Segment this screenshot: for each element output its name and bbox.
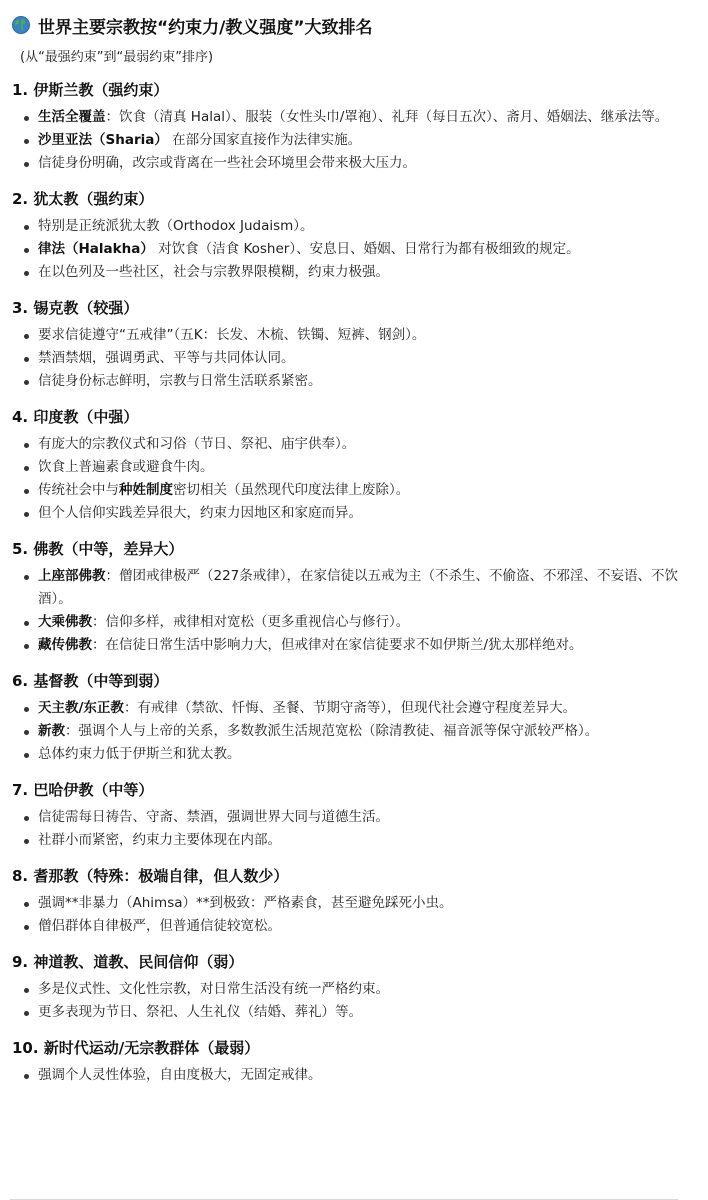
bullet-icon — [24, 816, 29, 821]
item-text: ：在信徒日常生活中影响力大，但戒律对在家信徒要求不如伊斯兰/犹太那样绝对。 — [92, 637, 583, 653]
list-item — [12, 152, 690, 175]
list-item — [12, 611, 690, 634]
list-item — [12, 743, 690, 766]
section-title: 8. 耆那教（特殊：极端自律，但人数少） — [12, 867, 289, 885]
item-term: 生活全覆盖 — [38, 109, 106, 125]
item-term: 沙里亚法（Sharia） — [38, 132, 168, 148]
item-text: 密切相关（虽然现代印度法律上废除）。 — [173, 482, 410, 498]
item-text-prefix: 传统社会中与 — [38, 482, 119, 498]
item-term: 大乘佛教 — [38, 614, 92, 630]
list-item — [12, 915, 690, 938]
list-item — [12, 347, 690, 370]
section-title: 7. 巴哈伊教（中等） — [12, 781, 154, 799]
section-8 — [12, 866, 690, 938]
item-text: 信徒身份标志鲜明，宗教与日常生活联系紧密。 — [38, 373, 322, 389]
list-item — [12, 238, 690, 261]
bullet-icon — [24, 925, 29, 930]
bullet-list — [12, 433, 690, 525]
item-text: 在以色列及一些社区，社会与宗教界限模糊，约束力极强。 — [38, 264, 389, 280]
list-item — [12, 978, 690, 1001]
item-text: 强调**非暴力（Ahimsa）**到极致：严格素食，甚至避免踩死小虫。 — [38, 895, 453, 911]
section-5 — [12, 539, 690, 657]
list-item — [12, 433, 690, 456]
item-text: 多是仪式性、文化性宗教，对日常生活没有统一严格约束。 — [38, 981, 389, 997]
page-subtitle: (从“最强约束”到“最弱约束”排序) — [20, 50, 214, 65]
item-text: ：信仰多样，戒律相对宽松（更多重视信心与修行）。 — [92, 614, 410, 630]
item-term: 藏传佛教 — [38, 637, 92, 653]
item-text: 有庞大的宗教仪式和习俗（节日、祭祀、庙宇供奉）。 — [38, 436, 356, 452]
item-text: 信徒需每日祷告、守斋、禁酒，强调世界大同与道德生活。 — [38, 809, 389, 825]
list-item — [12, 502, 690, 525]
list-item — [12, 215, 690, 238]
bullet-icon — [24, 116, 29, 121]
list-item — [12, 829, 690, 852]
bullet-icon — [24, 225, 29, 230]
section-title: 1. 伊斯兰教（强约束） — [12, 81, 169, 99]
item-text: 在部分国家直接作为法律实施。 — [167, 132, 362, 148]
bullet-list — [12, 565, 690, 657]
section-title: 2. 犹太教（强约束） — [12, 190, 154, 208]
bullet-list — [12, 892, 690, 938]
bullet-list — [12, 697, 690, 766]
section-title: 4. 印度教（中强） — [12, 408, 139, 426]
bullet-icon — [24, 575, 29, 580]
item-text: ：强调个人与上帝的关系，多数教派生活规范宽松（除清教徒、福音派等保守派较严格）。 — [65, 723, 599, 739]
list-item — [12, 479, 690, 502]
list-item — [12, 697, 690, 720]
section-title: 5. 佛教（中等，差异大） — [12, 540, 184, 558]
item-text: 饮食上普遍素食或避食牛肉。 — [38, 459, 214, 475]
bullet-icon — [24, 839, 29, 844]
section-6 — [12, 671, 690, 766]
bullet-icon — [24, 357, 29, 362]
bullet-icon — [24, 621, 29, 626]
list-item — [12, 634, 690, 657]
item-term: 天主教/东正教 — [38, 700, 124, 716]
section-10 — [12, 1038, 690, 1087]
list-item — [12, 370, 690, 393]
item-text: 信徒身份明确，改宗或背离在一些社会环境里会带来极大压力。 — [38, 155, 416, 171]
item-text: 总体约束力低于伊斯兰和犹太教。 — [38, 746, 241, 762]
bullet-list — [12, 1064, 690, 1087]
section-title: 3. 锡克教（较强） — [12, 299, 139, 317]
bullet-icon — [24, 730, 29, 735]
list-item — [12, 106, 690, 129]
item-text: 社群小而紧密，约束力主要体现在内部。 — [38, 832, 281, 848]
item-text: 禁酒禁烟，强调勇武、平等与共同体认同。 — [38, 350, 295, 366]
item-text: 但个人信仰实践差异很大，约束力因地区和家庭而异。 — [38, 505, 362, 521]
sections-container — [12, 80, 690, 1087]
bullet-icon — [24, 271, 29, 276]
bullet-icon — [24, 443, 29, 448]
item-text: 僧侣群体自律极严，但普通信徒较宽松。 — [38, 918, 281, 934]
page-title: 世界主要宗教按“约束力/教义强度”大致排名 — [38, 17, 373, 38]
item-term: 律法（Halakha） — [38, 241, 154, 257]
bullet-icon — [24, 1074, 29, 1079]
title-row — [12, 14, 690, 36]
section-4 — [12, 407, 690, 525]
bullet-list — [12, 978, 690, 1024]
item-text: 对饮食（洁食 Kosher）、安息日、婚姻、日常行为都有极细致的规定。 — [153, 241, 580, 257]
bullet-icon — [24, 644, 29, 649]
bullet-icon — [24, 1011, 29, 1016]
list-item — [12, 129, 690, 152]
bullet-icon — [24, 162, 29, 167]
list-item — [12, 565, 690, 611]
list-item — [12, 324, 690, 347]
section-9 — [12, 952, 690, 1024]
list-item — [12, 456, 690, 479]
bullet-icon — [24, 512, 29, 517]
item-text: ：有戒律（禁欲、忏悔、圣餐、节期守斋等），但现代社会遵守程度差异大。 — [123, 700, 577, 716]
list-item — [12, 806, 690, 829]
item-text: 特别是正统派犹太教（Orthodox Judaism）。 — [38, 218, 314, 234]
bullet-icon — [24, 334, 29, 339]
list-item — [12, 1001, 690, 1024]
bullet-icon — [24, 466, 29, 471]
item-term: 新教 — [38, 723, 65, 739]
section-2 — [12, 189, 690, 284]
section-title: 9. 神道教、道教、民间信仰（弱） — [12, 953, 244, 971]
bullet-icon — [24, 988, 29, 993]
list-item — [12, 892, 690, 915]
bullet-icon — [24, 707, 29, 712]
section-title: 6. 基督教（中等到弱） — [12, 672, 169, 690]
bullet-list — [12, 324, 690, 393]
bullet-icon — [24, 248, 29, 253]
item-text: ：僧团戒律极严（227条戒律），在家信徒以五戒为主（不杀生、不偷盗、不邪淫、不妄语、不饮酒）。 — [38, 568, 679, 607]
section-3 — [12, 298, 690, 393]
bullet-list — [12, 106, 690, 175]
bullet-list — [12, 215, 690, 284]
list-item — [12, 720, 690, 743]
list-item — [12, 261, 690, 284]
item-text: 要求信徒遵守“五戒律”（五K：长发、木梳、铁镯、短裤、钢剑）。 — [38, 327, 426, 343]
item-text: ：饮食（清真 Halal）、服装（女性头巾/罩袍）、礼拜（每日五次）、斋月、婚姻法、继承法等。 — [105, 109, 669, 125]
bullet-list — [12, 806, 690, 852]
bullet-icon — [24, 489, 29, 494]
item-text: 更多表现为节日、祭祀、人生礼仪（结婚、葬礼）等。 — [38, 1004, 362, 1020]
item-term: 种姓制度 — [119, 482, 173, 498]
list-item — [12, 1064, 690, 1087]
section-title: 10. 新时代运动/无宗教群体（最弱） — [12, 1039, 260, 1057]
bullet-icon — [24, 139, 29, 144]
bullet-icon — [24, 380, 29, 385]
section-1 — [12, 80, 690, 175]
bullet-icon — [24, 753, 29, 758]
item-term: 上座部佛教 — [38, 568, 106, 584]
bullet-icon — [24, 902, 29, 907]
section-7 — [12, 780, 690, 852]
item-text: 强调个人灵性体验，自由度极大，无固定戒律。 — [38, 1067, 322, 1083]
globe-icon — [12, 16, 30, 34]
